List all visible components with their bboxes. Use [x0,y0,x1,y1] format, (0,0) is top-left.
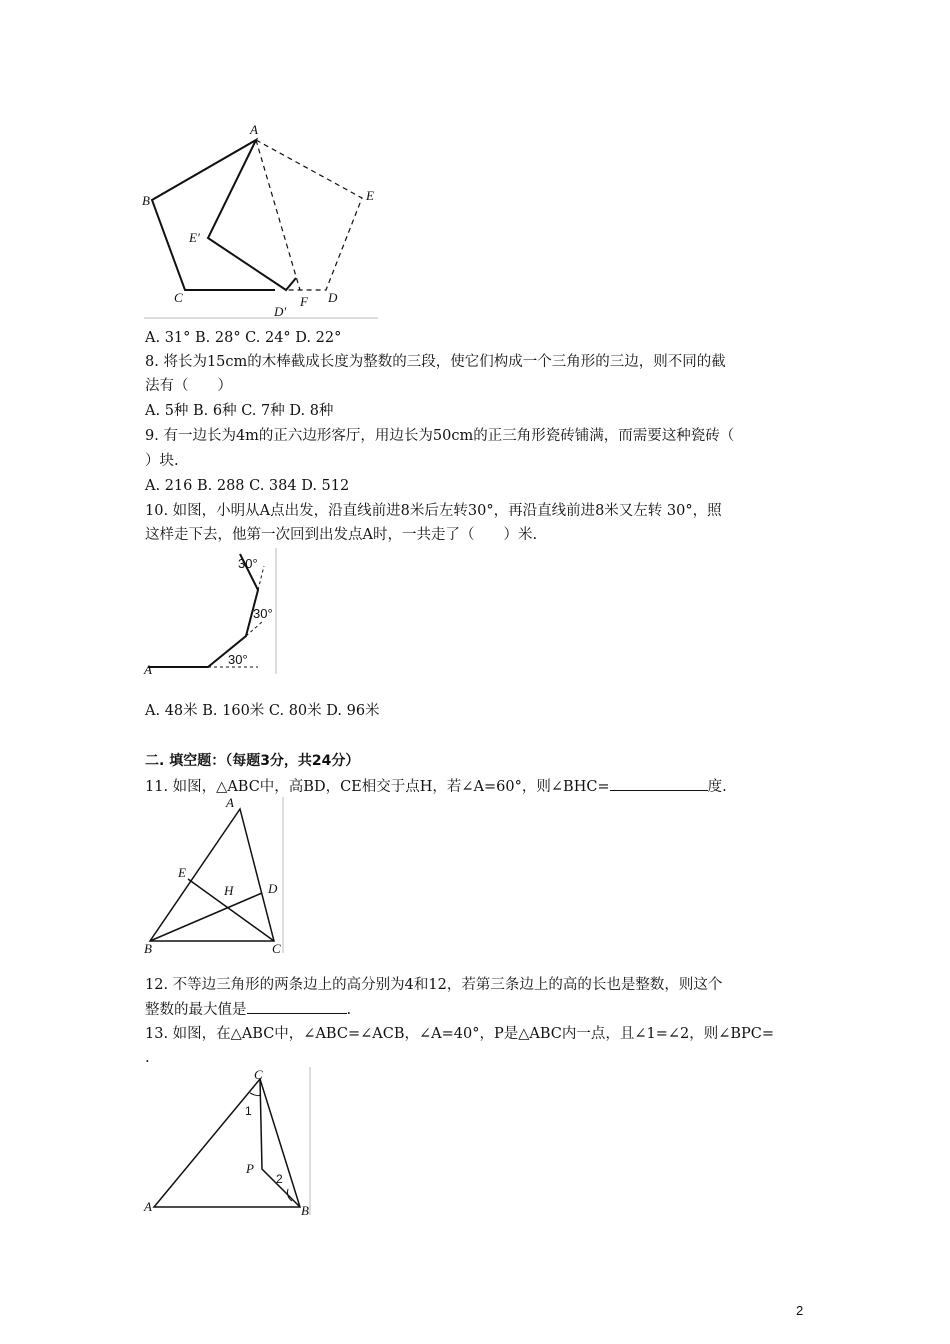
label-c: C [272,941,281,956]
q12-line2 [145,999,351,1020]
angle-label-1: 1 [245,1104,252,1118]
label-h: H [224,883,234,898]
label-c: C [174,290,183,305]
label-f: F [300,294,308,309]
label-d: D [328,290,338,305]
label-b: B [144,941,152,956]
q11-text [145,776,727,797]
q10-options: A. 48米 B. 160米 C. 80米 D. 96米 [145,703,380,719]
q10-line1: 10. 如图，小明从A点出发，沿直线前进8米后左转30°，再沿直线前进8米又左转 30°，照 [145,503,722,519]
q9-options: A. 216 B. 288 C. 384 D. 512 [145,478,350,494]
q11-before: 11. 如图，△ABC中，高BD，CE相交于点H，若∠A=60°，则∠BHC= [145,779,610,795]
angle-label-2: 2 [276,1172,283,1186]
label-p: P [246,1161,254,1176]
angle-label-3: 30° [238,556,258,571]
label-c: C [254,1067,263,1082]
page-number: 2 [796,1303,804,1318]
q8-line1: 8. 将长为15cm的木棒截成长度为整数的三段，使它们构成一个三角形的三边，则不同的截 [145,354,726,370]
q12-after: . [346,1002,352,1018]
q8-line2: 法有（ ） [145,378,232,394]
label-a: A [226,795,234,810]
q13-line1: 13. 如图，在△ABC中，∠ABC=∠ACB，∠A=40°，P是△ABC内一点，且∠1=∠2，则∠BPC= [145,1026,775,1042]
label-d: D [268,881,278,896]
label-e: E [178,865,186,880]
triangle-point-p-figure [140,1065,315,1220]
q9-line1: 9. 有一边长为4m的正六边形客厅，用边长为50cm的正三角形瓷砖铺满，而需要这种瓷砖（ [145,428,735,444]
q11-after: 度. [707,779,727,795]
angle-label-1: 30° [228,652,248,667]
q7-options: A. 31° B. 28° C. 24° D. 22° [145,330,342,346]
q8-options: A. 5种 B. 6种 C. 7种 D. 8种 [145,403,334,419]
label-b: B [142,193,150,208]
label-d-prime: D′ [274,304,287,319]
label-a: A [250,122,258,137]
q11-answer-blank[interactable] [610,776,708,791]
q12-answer-blank[interactable] [247,999,347,1014]
walking-path-figure [140,546,285,678]
pentagon-fold-figure [140,118,385,330]
angle-label-2: 30° [253,606,273,621]
label-e-prime: E′ [189,230,200,245]
q12-line1: 12. 不等边三角形的两条边上的高分别为4和12，若第三条边上的高的长也是整数，则这个 [145,977,723,993]
q9-line2: ）块. [145,453,179,469]
label-e: E [366,188,374,203]
label-a: A [144,662,152,677]
q13-line2: . [145,1050,150,1066]
label-a: A [144,1199,152,1214]
label-b: B [301,1203,309,1218]
section2-title: 二. 填空题：（每题3分，共24分） [145,753,360,769]
triangle-altitudes-figure [140,795,290,957]
q12-before: 整数的最大值是 [145,1002,247,1018]
q10-line2: 这样走下去，他第一次回到出发点A时，一共走了（ ）米. [145,527,538,543]
